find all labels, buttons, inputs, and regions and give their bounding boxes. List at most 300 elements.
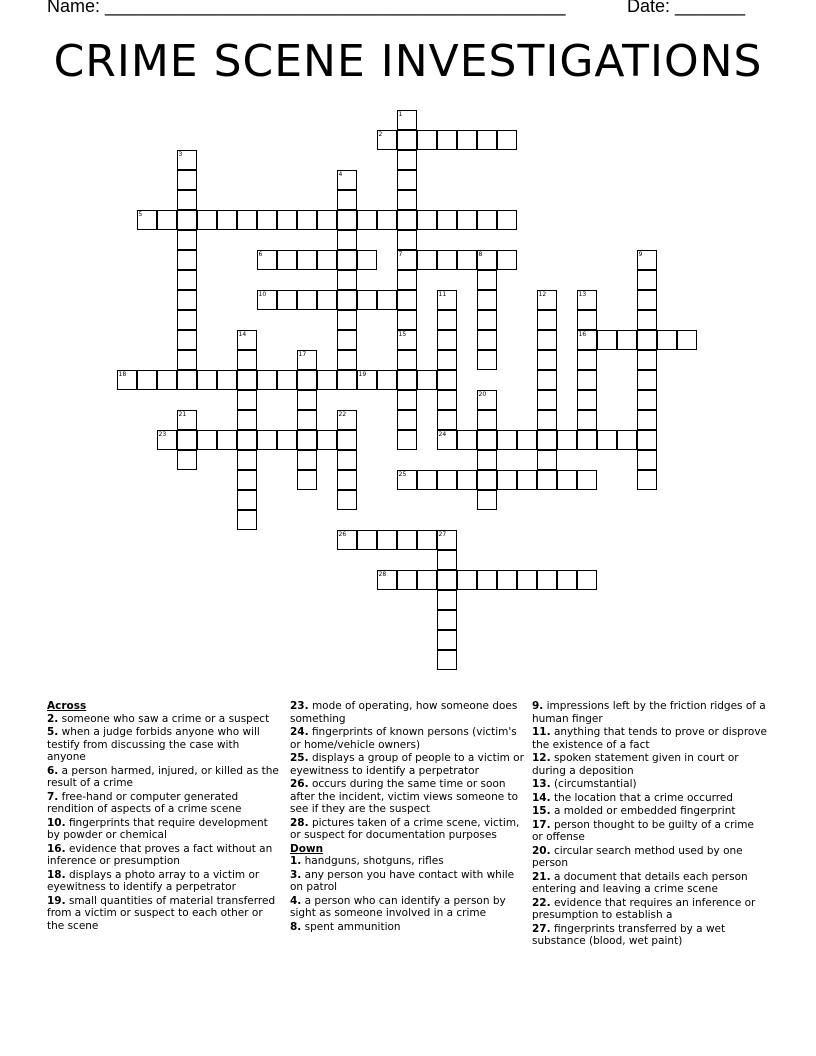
crossword-cell[interactable] [217, 370, 237, 390]
crossword-cell[interactable] [177, 230, 197, 250]
crossword-cell[interactable] [177, 430, 197, 450]
crossword-cell[interactable] [537, 350, 557, 370]
crossword-cell[interactable] [417, 210, 437, 230]
clue-number-label: 12 [538, 290, 547, 298]
crossword-cell[interactable] [437, 330, 457, 350]
clue-number-label: 9 [638, 250, 643, 258]
clue-text: evidence that requires an inference or presumption to establish a [532, 896, 756, 921]
crossword-cell[interactable] [157, 370, 177, 390]
crossword-cell[interactable] [397, 210, 417, 230]
clue-number: 27. [532, 922, 551, 935]
clue-number: 19. [47, 894, 66, 907]
crossword-cell[interactable] [637, 250, 657, 270]
clue-text: a molded or embedded fingerprint [550, 805, 736, 817]
crossword-cell[interactable] [477, 310, 497, 330]
clue-item [532, 923, 767, 948]
crossword-cell[interactable] [397, 390, 417, 410]
crossword-cell[interactable] [457, 130, 477, 150]
clue-text: evidence that proves a fact without an inference or presumption [47, 842, 273, 867]
crossword-cell[interactable] [257, 370, 277, 390]
crossword-cell[interactable] [297, 350, 317, 370]
crossword-cell[interactable] [277, 290, 297, 310]
crossword-cell[interactable] [457, 250, 477, 270]
crossword-cell[interactable] [537, 410, 557, 430]
clue-text: free-hand or computer generated rendition of aspects of a crime scene [47, 790, 242, 815]
crossword-cell[interactable] [577, 570, 597, 590]
crossword-cell[interactable] [337, 530, 357, 550]
crossword-cell[interactable] [337, 310, 357, 330]
clue-text: fingerprints transferred by a wet substance (blood, wet paint) [532, 922, 726, 947]
crossword-cell[interactable] [537, 370, 557, 390]
crossword-cell[interactable] [357, 530, 377, 550]
crossword-cell[interactable] [477, 430, 497, 450]
crossword-cell[interactable] [477, 450, 497, 470]
crossword-cell[interactable] [417, 530, 437, 550]
clue-item [47, 895, 279, 933]
crossword-cell[interactable] [317, 250, 337, 270]
clue-text: a person who can identify a person by sight as someone involved in a crime [290, 894, 506, 919]
crossword-cell[interactable] [397, 410, 417, 430]
crossword-cell[interactable] [497, 250, 517, 270]
crossword-cell[interactable] [577, 430, 597, 450]
crossword-cell[interactable] [437, 350, 457, 370]
crossword-cell[interactable] [677, 330, 697, 350]
name-field-label[interactable]: Name: ______________________________________________ [47, 0, 566, 16]
clue-text: anything that tends to prove or disprove the existence of a fact [532, 726, 768, 751]
clue-item [532, 871, 767, 896]
clue-item [290, 778, 525, 816]
clue-number-label: 17 [298, 350, 307, 358]
crossword-cell[interactable] [637, 470, 657, 490]
crossword-cell[interactable] [397, 170, 417, 190]
crossword-cell[interactable] [577, 310, 597, 330]
crossword-cell[interactable] [177, 410, 197, 430]
clue-number: 6. [47, 764, 59, 777]
clue-text: occurs during the same time or soon after the incident, victim views someone to see if they are the suspect [290, 778, 519, 815]
crossword-cell[interactable] [397, 250, 417, 270]
clue-number: 18. [47, 868, 66, 881]
clue-number: 28. [290, 816, 309, 829]
crossword-cell[interactable] [197, 210, 217, 230]
crossword-cell[interactable] [477, 470, 497, 490]
crossword-cell[interactable] [497, 470, 517, 490]
crossword-cell[interactable] [577, 410, 597, 430]
crossword-cell[interactable] [477, 410, 497, 430]
crossword-cell[interactable] [337, 230, 357, 250]
clue-text: (circumstantial) [550, 778, 637, 790]
crossword-cell[interactable] [137, 370, 157, 390]
crossword-cell[interactable] [177, 270, 197, 290]
crossword-cell[interactable] [497, 570, 517, 590]
crossword-cell[interactable] [337, 430, 357, 450]
crossword-cell[interactable] [397, 430, 417, 450]
clue-text: pictures taken of a crime scene, victim, or suspect for documentation purposes [290, 816, 520, 841]
crossword-cell[interactable] [157, 210, 177, 230]
crossword-cell[interactable] [237, 430, 257, 450]
crossword-cell[interactable] [337, 410, 357, 430]
clue-number-label: 15 [398, 330, 407, 338]
crossword-cell[interactable] [177, 170, 197, 190]
crossword-cell[interactable] [397, 330, 417, 350]
crossword-cell[interactable] [637, 450, 657, 470]
crossword-cell[interactable] [637, 310, 657, 330]
crossword-cell[interactable] [517, 470, 537, 490]
crossword-cell[interactable] [377, 370, 397, 390]
crossword-cell[interactable] [437, 430, 457, 450]
across-clue-list [47, 713, 279, 933]
crossword-cell[interactable] [237, 370, 257, 390]
clue-number: 17. [532, 818, 551, 831]
crossword-cell[interactable] [557, 570, 577, 590]
crossword-cell[interactable] [617, 430, 637, 450]
crossword-cell[interactable] [437, 310, 457, 330]
crossword-cell[interactable] [437, 370, 457, 390]
crossword-cell[interactable] [177, 250, 197, 270]
clue-number-label: 10 [258, 290, 267, 298]
crossword-cell[interactable] [317, 210, 337, 230]
crossword-cell[interactable] [437, 290, 457, 310]
crossword-cell[interactable] [477, 490, 497, 510]
crossword-cell[interactable] [357, 250, 377, 270]
clue-text: fingerprints that require development by powder or chemical [47, 816, 268, 841]
crossword-cell[interactable] [597, 330, 617, 350]
crossword-cell[interactable] [437, 130, 457, 150]
crossword-cell[interactable] [457, 570, 477, 590]
crossword-cell[interactable] [477, 130, 497, 150]
clue-item [532, 819, 767, 844]
crossword-cell[interactable] [337, 330, 357, 350]
crossword-cell[interactable] [277, 210, 297, 230]
crossword-cell[interactable] [297, 210, 317, 230]
crossword-cell[interactable] [437, 210, 457, 230]
crossword-cell[interactable] [477, 270, 497, 290]
crossword-cell[interactable] [357, 290, 377, 310]
crossword-cell[interactable] [397, 310, 417, 330]
clue-number: 8. [290, 920, 302, 933]
crossword-cell[interactable] [377, 130, 397, 150]
crossword-cell[interactable] [217, 210, 237, 230]
clue-number-label: 2 [378, 130, 383, 138]
clue-number-label: 24 [438, 430, 447, 438]
crossword-cell[interactable] [437, 470, 457, 490]
crossword-cell[interactable] [437, 610, 457, 630]
crossword-cell[interactable] [177, 330, 197, 350]
clues-column-1 [47, 700, 279, 933]
crossword-cell[interactable] [237, 510, 257, 530]
crossword-cell[interactable] [397, 350, 417, 370]
clue-number: 14. [532, 791, 551, 804]
crossword-cell[interactable] [617, 330, 637, 350]
clue-number-label: 7 [398, 250, 403, 258]
crossword-cell[interactable] [337, 470, 357, 490]
crossword-cell[interactable] [317, 430, 337, 450]
crossword-cell[interactable] [277, 250, 297, 270]
crossword-cell[interactable] [637, 270, 657, 290]
crossword-cell[interactable] [197, 430, 217, 450]
crossword-cell[interactable] [517, 570, 537, 590]
crossword-cell[interactable] [337, 350, 357, 370]
crossword-cell[interactable] [577, 370, 597, 390]
clue-item [47, 817, 279, 842]
crossword-cell[interactable] [517, 430, 537, 450]
crossword-cell[interactable] [437, 250, 457, 270]
crossword-cell[interactable] [237, 450, 257, 470]
crossword-cell[interactable] [237, 470, 257, 490]
clue-number-label: 28 [378, 570, 387, 578]
crossword-cell[interactable] [417, 250, 437, 270]
crossword-cell[interactable] [337, 290, 357, 310]
crossword-cell[interactable] [477, 350, 497, 370]
crossword-cell[interactable] [397, 570, 417, 590]
crossword-cell[interactable] [497, 130, 517, 150]
crossword-cell[interactable] [437, 570, 457, 590]
crossword-cell[interactable] [397, 370, 417, 390]
crossword-cell[interactable] [537, 330, 557, 350]
crossword-cell[interactable] [377, 570, 397, 590]
clue-number-label: 23 [158, 430, 167, 438]
clue-number-label: 16 [578, 330, 587, 338]
clue-number-label: 1 [398, 110, 403, 118]
clue-number-label: 11 [438, 290, 447, 298]
crossword-cell[interactable] [437, 590, 457, 610]
crossword-cell[interactable] [457, 430, 477, 450]
crossword-cell[interactable] [177, 210, 197, 230]
clue-number-label: 4 [338, 170, 343, 178]
crossword-cell[interactable] [557, 430, 577, 450]
clue-item [290, 855, 525, 868]
clue-number: 25. [290, 752, 309, 764]
clue-number: 3. [290, 868, 302, 881]
clue-item [290, 817, 525, 842]
clue-item [532, 897, 767, 922]
clue-item [47, 726, 279, 764]
crossword-cell[interactable] [477, 250, 497, 270]
page-title: CRIME SCENE INVESTIGATIONS [53, 36, 763, 87]
date-field-label[interactable]: Date: _______ [627, 0, 746, 16]
crossword-cell[interactable] [317, 290, 337, 310]
crossword-cell[interactable] [277, 370, 297, 390]
clue-text: a person harmed, injured, or killed as the result of a crime [47, 764, 279, 789]
crossword-cell[interactable] [477, 210, 497, 230]
crossword-cell[interactable] [257, 210, 277, 230]
crossword-cell[interactable] [217, 430, 237, 450]
crossword-cell[interactable] [637, 430, 657, 450]
crossword-cell[interactable] [177, 290, 197, 310]
crossword-cell[interactable] [557, 470, 577, 490]
across-heading: Across [47, 700, 87, 712]
clue-item [532, 778, 767, 791]
clue-item [290, 895, 525, 920]
clue-item [47, 765, 279, 790]
clue-item [532, 700, 767, 725]
clue-number-label: 25 [398, 470, 407, 478]
clue-number: 23. [290, 700, 309, 712]
crossword-cell[interactable] [377, 210, 397, 230]
crossword-cell[interactable] [537, 290, 557, 310]
clue-text: fingerprints of known persons (victim's or home/vehicle owners) [290, 726, 517, 751]
crossword-cell[interactable] [237, 410, 257, 430]
clue-text: handguns, shotguns, rifles [301, 855, 444, 867]
crossword-cell[interactable] [437, 630, 457, 650]
clue-text: person thought to be guilty of a crime or offense [532, 818, 754, 843]
clue-text: displays a photo array to a victim or eyewitness to identify a perpetrator [47, 868, 260, 893]
crossword-cell[interactable] [297, 370, 317, 390]
crossword-cell[interactable] [497, 210, 517, 230]
crossword-cell[interactable] [417, 130, 437, 150]
crossword-cell[interactable] [297, 470, 317, 490]
clue-item [47, 843, 279, 868]
clue-number-label: 26 [338, 530, 347, 538]
clue-item [290, 726, 525, 751]
crossword-cell[interactable] [237, 490, 257, 510]
crossword-cell[interactable] [637, 350, 657, 370]
crossword-cell[interactable] [337, 250, 357, 270]
crossword-cell[interactable] [237, 350, 257, 370]
crossword-cell[interactable] [177, 350, 197, 370]
crossword-cell[interactable] [597, 430, 617, 450]
crossword-cell[interactable] [537, 390, 557, 410]
crossword-cell[interactable] [437, 650, 457, 670]
crossword-cell[interactable] [337, 270, 357, 290]
crossword-cell[interactable] [397, 190, 417, 210]
crossword-cell[interactable] [337, 190, 357, 210]
clue-item [290, 700, 525, 725]
crossword-cell[interactable] [537, 310, 557, 330]
clue-text: displays a group of people to a victim or eyewitness to identify a perpetrator [290, 752, 524, 777]
clue-item [290, 921, 525, 934]
crossword-cell[interactable] [297, 410, 317, 430]
clue-number-label: 22 [338, 410, 347, 418]
crossword-cell[interactable] [577, 470, 597, 490]
crossword-cell[interactable] [237, 330, 257, 350]
crossword-cell[interactable] [477, 570, 497, 590]
crossword-cell[interactable] [457, 210, 477, 230]
crossword-cell[interactable] [497, 430, 517, 450]
crossword-cell[interactable] [337, 450, 357, 470]
crossword-cell[interactable] [477, 290, 497, 310]
crossword-cell[interactable] [137, 210, 157, 230]
clue-number-label: 18 [118, 370, 127, 378]
crossword-cell[interactable] [397, 290, 417, 310]
crossword-cell[interactable] [237, 390, 257, 410]
crossword-cell[interactable] [177, 310, 197, 330]
clue-item [290, 869, 525, 894]
crossword-cell[interactable] [377, 290, 397, 310]
crossword-cell[interactable] [377, 530, 397, 550]
crossword-cell[interactable] [437, 410, 457, 430]
crossword-cell[interactable] [337, 490, 357, 510]
crossword-cell[interactable] [297, 250, 317, 270]
clue-text: circular search method used by one person [532, 844, 743, 869]
crossword-cell[interactable] [637, 290, 657, 310]
crossword-cell[interactable] [397, 230, 417, 250]
across-clue-list-continued [290, 700, 525, 842]
crossword-cell[interactable] [237, 210, 257, 230]
crossword-cell[interactable] [477, 390, 497, 410]
crossword-cell[interactable] [637, 330, 657, 350]
clue-number: 2. [47, 712, 59, 725]
clue-number-label: 13 [578, 290, 587, 298]
clue-number: 9. [532, 700, 544, 712]
clue-item [532, 726, 767, 751]
crossword-cell[interactable] [417, 370, 437, 390]
crossword-cell[interactable] [317, 370, 337, 390]
crossword-cell[interactable] [297, 430, 317, 450]
crossword-cell[interactable] [457, 470, 477, 490]
crossword-cell[interactable] [197, 370, 217, 390]
crossword-cell[interactable] [537, 430, 557, 450]
clue-number: 12. [532, 752, 551, 764]
clue-text: mode of operating, how someone does something [290, 700, 518, 725]
clue-number-label: 19 [358, 370, 367, 378]
crossword-cell[interactable] [397, 110, 417, 130]
crossword-cell[interactable] [257, 250, 277, 270]
crossword-cell[interactable] [577, 290, 597, 310]
crossword-cell[interactable] [297, 390, 317, 410]
clue-number: 1. [290, 855, 302, 867]
crossword-cell[interactable] [337, 210, 357, 230]
crossword-cell[interactable] [177, 150, 197, 170]
clue-text: spent ammunition [301, 920, 401, 933]
crossword-cell[interactable] [477, 330, 497, 350]
crossword-cell[interactable] [357, 370, 377, 390]
crossword-cell[interactable] [257, 430, 277, 450]
crossword-cell[interactable] [637, 390, 657, 410]
crossword-cell[interactable] [577, 390, 597, 410]
clue-number-label: 14 [238, 330, 247, 338]
crossword-cell[interactable] [177, 370, 197, 390]
crossword-cell[interactable] [177, 190, 197, 210]
crossword-cell[interactable] [417, 570, 437, 590]
clue-text: a document that details each person entering and leaving a crime scene [532, 870, 748, 895]
clue-number-label: 6 [258, 250, 263, 258]
crossword-cell[interactable] [637, 370, 657, 390]
crossword-cell[interactable] [437, 530, 457, 550]
crossword-cell[interactable] [537, 470, 557, 490]
crossword-cell[interactable] [337, 370, 357, 390]
crossword-cell[interactable] [537, 570, 557, 590]
clue-number: 5. [47, 726, 59, 738]
crossword-cell[interactable] [397, 130, 417, 150]
clue-number-label: 5 [138, 210, 143, 218]
crossword-cell[interactable] [437, 550, 457, 570]
crossword-cell[interactable] [297, 290, 317, 310]
crossword-cell[interactable] [297, 450, 317, 470]
crossword-cell[interactable] [277, 430, 297, 450]
clue-item [47, 713, 279, 726]
crossword-cell[interactable] [437, 390, 457, 410]
clue-number: 7. [47, 790, 59, 803]
crossword-cell[interactable] [397, 150, 417, 170]
crossword-cell[interactable] [157, 430, 177, 450]
clue-number-label: 3 [178, 150, 183, 158]
crossword-cell[interactable] [177, 450, 197, 470]
crossword-cell[interactable] [397, 270, 417, 290]
crossword-cell[interactable] [577, 350, 597, 370]
crossword-cell[interactable] [397, 530, 417, 550]
crossword-cell[interactable] [397, 470, 417, 490]
crossword-cell[interactable] [637, 410, 657, 430]
crossword-cell[interactable] [117, 370, 137, 390]
crossword-cell[interactable] [417, 470, 437, 490]
crossword-cell[interactable] [657, 330, 677, 350]
clue-text: spoken statement given in court or during a deposition [532, 752, 739, 777]
crossword-cell[interactable] [257, 290, 277, 310]
crossword-cell[interactable] [577, 330, 597, 350]
crossword-cell[interactable] [337, 170, 357, 190]
crossword-cell[interactable] [357, 210, 377, 230]
crossword-cell[interactable] [537, 450, 557, 470]
